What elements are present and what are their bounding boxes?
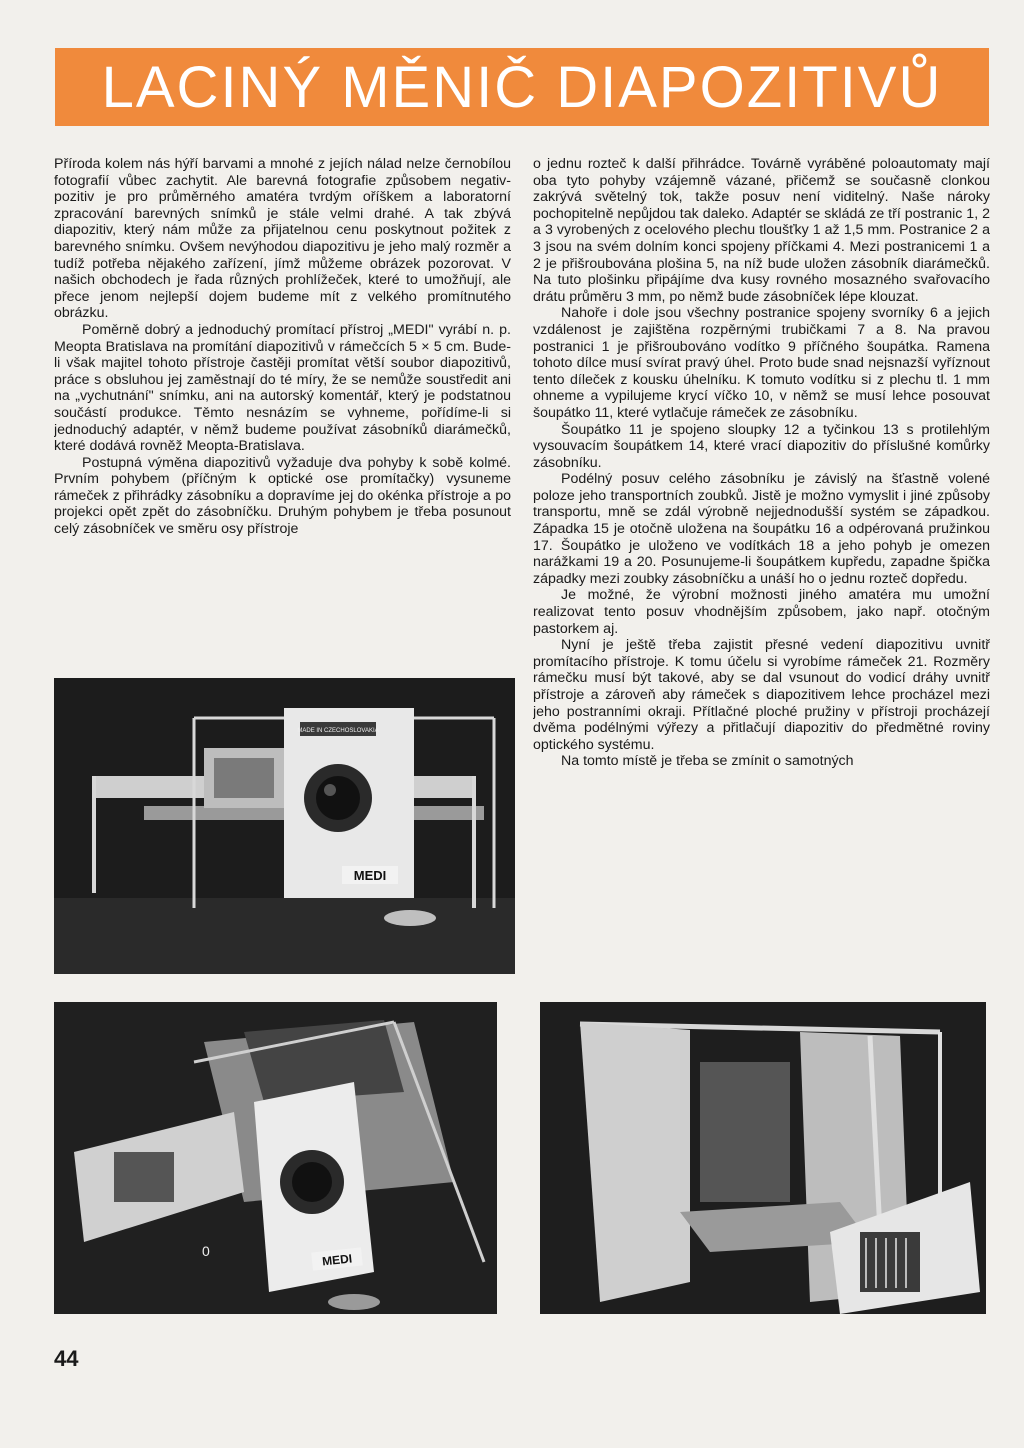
adapter-angled-illustration xyxy=(54,1002,497,1314)
page-number: 44 xyxy=(54,1346,79,1371)
plate-text: MADE IN CZECHOSLOVAKIA xyxy=(297,728,379,734)
title-banner xyxy=(55,48,989,126)
photo-projector-front xyxy=(54,678,515,974)
paragraph: Je možné, že výrobní možnosti jiného amatéra mu umožní realizovat tento posuv vhodnějším způsobem, jako např. otočným pastorkem aj. xyxy=(533,587,990,637)
part-label: 0 xyxy=(202,1243,210,1259)
paragraph: Nyní je ještě třeba zajistit přesné vedení diapozitivu uvnitř promítacího přístroje. K tomu účelu si vyrobíme rámeček 21. Rozměry rámečku musí být takové, aby se dal vsunout do vodicí dráhy uvnitř přístroje a zároveň aby rámeček s diapozitivem lehce procházel mezi jeho postranními okraji. Přítlačné ploché pružiny v přístroji procházejí dvěma podélnými výřezy a přitlačují diapozitiv do předmětné roviny optického systému. xyxy=(533,637,990,753)
photo-adapter-frame xyxy=(540,1002,986,1314)
paragraph: Podélný posuv celého zásobníku je závislý na šťastně volené poloze jeho transportních zoubků. Jistě je možno vymyslit i jiné způsoby transportu, mně se zdál výrobně nejjednodušší systém se západkou. Západka 15 je otočně uložena na šoupátku 16 a odpérovaná pružinkou 17. Šoupátko je uloženo ve vodítkách 18 a jeho pohyb je omezen narážkami 19 a 20. Posunujeme-li šoupátkem kupředu, zapadne špička západky mezi zoubky zásobníčku a unáší ho o jednu rozteč dopředu. xyxy=(533,471,990,587)
medi-nameplate: MEDI xyxy=(321,1251,353,1269)
page-title: LACINÝ MĚNIČ DIAPOZITIVŮ xyxy=(101,54,943,120)
right-column xyxy=(533,156,990,978)
paragraph: Nahoře i dole jsou všechny postranice spojeny svorníky 6 a jejich vzdálenost je zajištěna rozpěrnými trubičkami 7 a 8. Na pravou postranici 1 je přišroubováno vodítko 9 příčného šoupátka. Ramena tohoto dílce musí svírat pravý úhel. Proto bude snad nejsnazší vyříznout tento díleček z kousku úhelníku. K tomuto vodítku si z plechu tl. 1 mm ohneme a vypilujeme krycí víčko 10, v němž se musí lehce posouvat šoupátko 11, které vytlačuje rámeček ze zásobníku. xyxy=(533,305,990,421)
paragraph: Na tomto místě je třeba se zmínit o samotných xyxy=(561,753,854,770)
paragraph: Postupná výměna diapozitivů vyžaduje dva pohyby k sobě kolmé. Prvním pohybem (příčným k optické ose promítačky) vysuneme rámeček z přihrádky zásobníku a dopravíme jej do okénka přístroje a po projekci opět zpět do zásobníčku. Druhým pohybem je třeba posunout celý zásobníček ve směru osy přístroje xyxy=(54,454,511,538)
projector-front-illustration xyxy=(54,678,515,974)
photo-adapter-angled xyxy=(54,1002,497,1314)
adapter-frame-illustration xyxy=(540,1002,986,1314)
paragraph: Poměrně dobrý a jednoduchý promítací přístroj „MEDI" vyrábí n. p. Meopta Bratislava na promítání diapozitivů v rámečcích 5 × 5 cm. Bude-li však majitel tohoto přístroje častěji promítat větší soubor diapozitivů, práce s obsluhou jej zaměstnají do té míry, že se nemůže soustředit ani na „vychutnání" snímku, ani na autorský komentář, který je podstatnou součástí produkce. Těmto nesnázím se vyhneme, pořídíme-li si jednoduchý adaptér, v němž budeme používat zásobníků diarámečků, které dodává rovněž Meopta-Bratislava. xyxy=(54,321,511,455)
paragraph: Šoupátko 11 je spojeno sloupky 12 a tyčinkou 13 s protilehlým vysouvacím šoupátkem 14, které vrací diapozitiv do příslušné komůrky zásobníku. xyxy=(533,421,990,471)
paragraph: Příroda kolem nás hýří barvami a mnohé z jejích nálad nelze černobílou fotografií vůbec zachytit. Ale barevná fotografie způsobem negativ-pozitiv je pro průměrného amatéra tvrdým oříškem a laboratorní zpracování barevných snímků je stále velmi drahé. A tak zbývá diapozitiv, který nám může za přijatelnou cenu poskytnout požitek z barevného snímku. Ovšem nevýhodou diapozitivu je jeho malý rozměr a tudíž potřeba nějakého zařízení, jímž můžeme obrázek pozorovat. V našich obchodech je řada různých prohlížeček, které to umožňují, ale přece jenom nejlepší dojem budeme mít z velkého promítnutého obrázku. xyxy=(54,156,511,322)
left-column xyxy=(54,156,511,676)
medi-nameplate: MEDI xyxy=(353,868,387,883)
paragraph: o jednu rozteč k další přihrádce. Továrně vyráběné poloautomaty mají oba tyto pohyby vzájemně vázané, přičemž se současně clonkou zakrývá světelný tok, takže posuv není viditelný. Naše nároky pochopitelně nepůjdou tak daleko. Adaptér se skládá ze tří postranic 1, 2 a 3 vyrobených z ocelového plechu tloušťky 1 až 1,5 mm. Postranice 2 a 3 jsou na svém dolním konci spojeny příčkami 4. Mezi postranicemi 1 a 2 je přišroubována plošina 5, na níž bude uložen zásobník diarámečků. Na tuto plošinku připájíme dva kusy rovného mosazného svařovacího drátu průměru 3 mm, po němž bude zásobníček lépe klouzat. xyxy=(533,156,990,305)
